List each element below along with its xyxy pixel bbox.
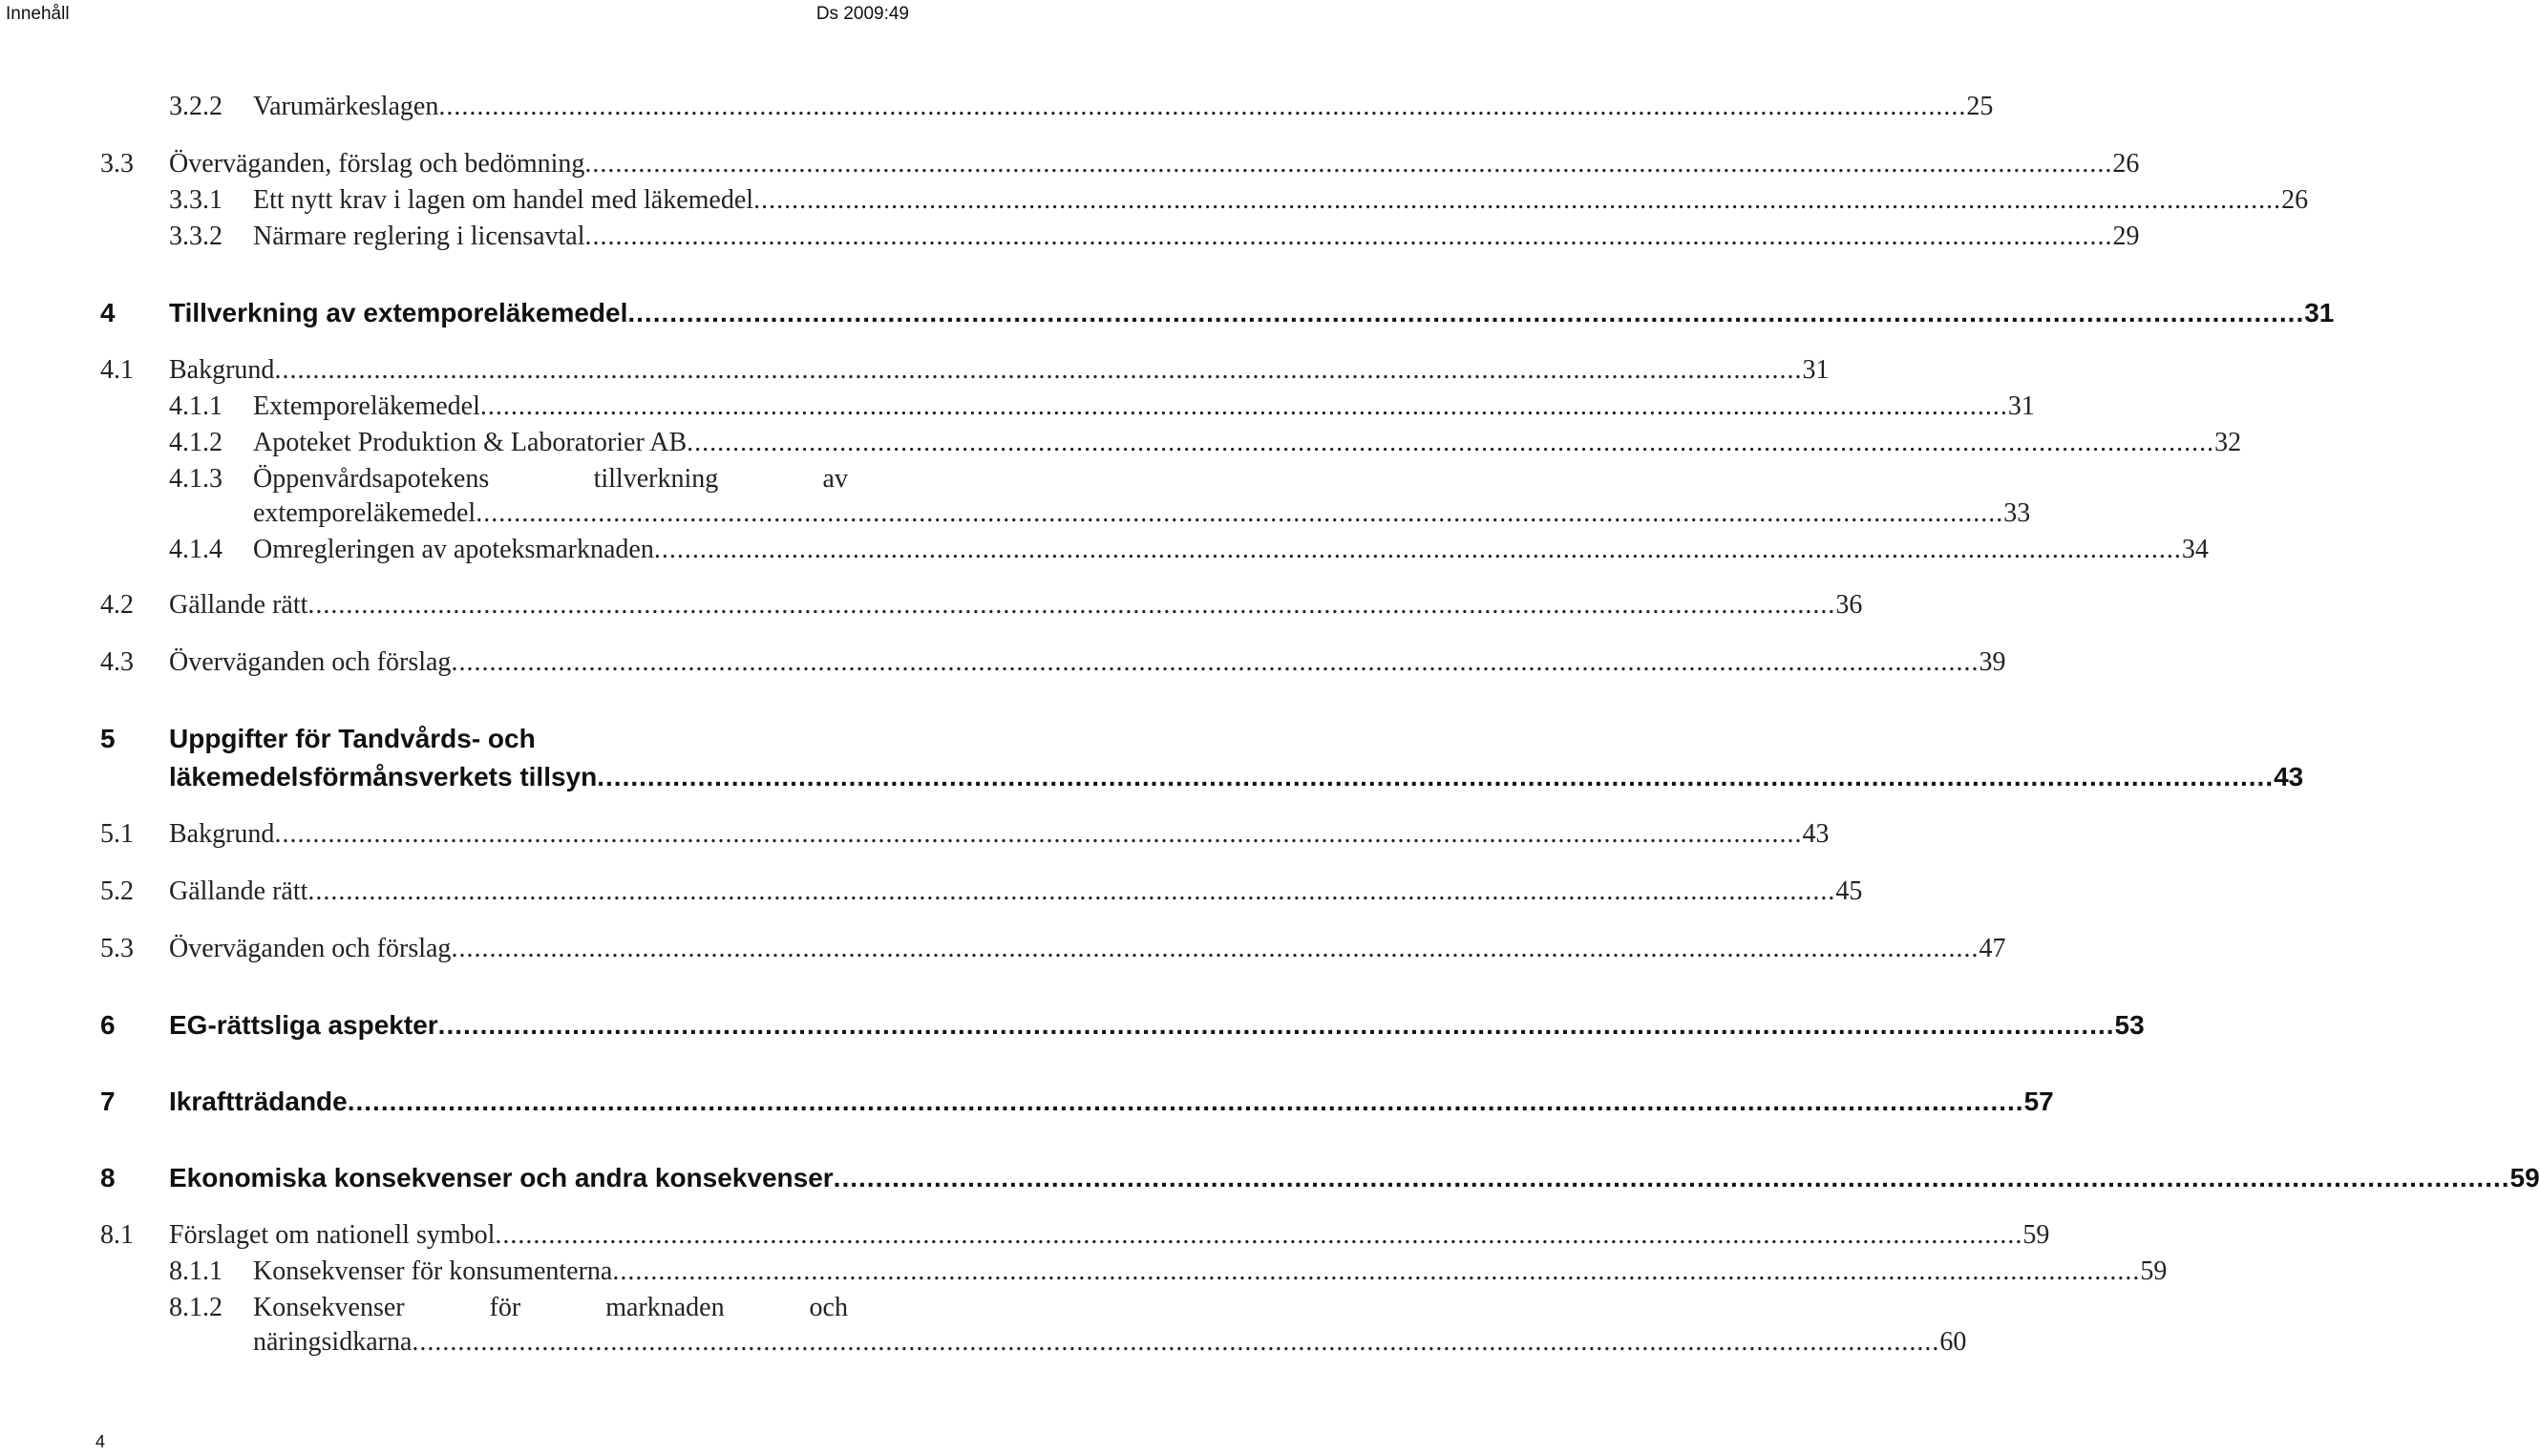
dot-leader: ........................................................................................................................................................................................................: [274, 819, 1803, 849]
toc-entry-page: 53: [2114, 1010, 2145, 1040]
toc-entry-number: 8.1.1: [169, 1256, 222, 1286]
toc-entry-number: 6: [100, 1010, 116, 1040]
toc-entry-page: 34: [2181, 535, 2209, 564]
toc-entry-page: 31: [1802, 355, 1830, 385]
toc-entry-page: 59: [2140, 1256, 2168, 1286]
toc-entry-number: 4.1.1: [169, 391, 222, 421]
toc-entry-title: Varumärkeslagen: [253, 92, 439, 121]
toc-entry-title: Ett nytt krav i lagen om handel med läkemedel: [253, 185, 754, 215]
toc-entry-page: 47: [1979, 934, 2006, 963]
toc-entry-number: 3.3.1: [169, 185, 222, 215]
toc-entry-page: 59: [2509, 1163, 2540, 1192]
toc-entry-title: Överväganden och förslag: [169, 647, 452, 677]
toc-entry-number: 5.2: [100, 876, 134, 906]
toc-entry-number: 8.1: [100, 1220, 134, 1250]
toc-entry-title: Uppgifter för Tandvårds- och: [169, 724, 536, 753]
dot-leader: ........................................................................................................................................................................................................: [479, 391, 2008, 421]
toc-entry-page: 43: [1802, 819, 1830, 849]
toc-entry-page: 43: [2274, 762, 2304, 791]
toc-entry-title-word: marknaden: [605, 1293, 725, 1322]
toc-entry-title: Förslaget om nationell symbol: [169, 1220, 496, 1250]
toc-entry-title: Ikraftträdande: [169, 1087, 348, 1116]
dot-leader: ........................................................................................................................................................................................................: [438, 92, 1967, 121]
toc-entry-number: 4.1.4: [169, 535, 222, 564]
dot-leader: ........................................................................................................................................................................................................: [584, 149, 2113, 179]
dot-leader: ........................................................................................................................................................................................................: [307, 590, 1836, 620]
toc-entry-page: 32: [2214, 428, 2242, 457]
toc-entry-page: 31: [2007, 391, 2035, 421]
toc-entry-page: 59: [2022, 1220, 2050, 1250]
dot-leader: ........................................................................................................................................................................................................: [495, 1220, 2023, 1250]
toc-entry-number: 3.2.2: [169, 92, 222, 121]
toc-entry-title-word: för: [489, 1293, 521, 1322]
toc-entry-title-word: tillverkning: [593, 464, 719, 494]
dot-leader: ........................................................................................................................................................................................................: [307, 876, 1836, 906]
dot-leader: ........................................................................................................................................................................................................: [597, 762, 2275, 791]
toc-entry-number: 4: [100, 298, 116, 327]
toc-entry-number: 3.3.2: [169, 222, 222, 251]
toc-entry-page: 26: [2112, 149, 2140, 179]
toc-entry-number: 3.3: [100, 149, 134, 179]
toc-entry-page: 45: [1835, 876, 1863, 906]
toc-entry-title: Närmare reglering i licensavtal: [253, 222, 585, 251]
toc-entry-number: 4.1.2: [169, 428, 222, 457]
toc-entry-title: Tillverkning av extemporeläkemedel: [169, 298, 628, 327]
toc-entry-title: Bakgrund: [169, 819, 275, 849]
toc-entry-number: 8: [100, 1163, 116, 1192]
toc-entry-page: 29: [2112, 222, 2140, 251]
toc-entry-title-word: Öppenvårdsapotekens: [253, 464, 490, 494]
toc-entry-title-continued: näringsidkarna: [253, 1327, 413, 1357]
dot-leader: ........................................................................................................................................................................................................: [451, 934, 1979, 963]
toc-entry-number: 4.1: [100, 355, 134, 385]
toc-entry-title: Bakgrund: [169, 355, 275, 385]
toc-entry-title: Extemporeläkemedel: [253, 391, 480, 421]
toc-entry-page: 31: [2304, 298, 2335, 327]
toc-entry-number: 4.1.3: [169, 464, 222, 494]
toc-entry-title: Ekonomiska konsekvenser och andra konsekvenser: [169, 1163, 834, 1192]
running-header-document-id: Ds 2009:49: [815, 4, 909, 24]
dot-leader: ........................................................................................................................................................................................................: [451, 647, 1979, 677]
toc-entry-title: Gällande rätt: [169, 876, 308, 906]
toc-entry-number: 7: [100, 1087, 116, 1116]
toc-entry-title: EG-rättsliga aspekter: [169, 1010, 438, 1040]
toc-entry-title: Överväganden, förslag och bedömning: [169, 149, 585, 179]
running-header-section: Innehåll: [6, 4, 70, 24]
toc-entry-page: 26: [2281, 185, 2309, 215]
dot-leader: ........................................................................................................................................................................................................: [437, 1010, 2115, 1040]
toc-entry-number: 5.1: [100, 819, 134, 849]
toc-entry-number: 5: [100, 724, 116, 753]
toc-entry-title: Omregleringen av apoteksmarknaden: [253, 535, 654, 564]
toc-entry-title-word: och: [809, 1293, 848, 1322]
toc-entry-page: 25: [1966, 92, 1994, 121]
dot-leader: ........................................................................................................................................................................................................: [753, 185, 2282, 215]
page-number: 4: [95, 1432, 106, 1451]
toc-entry-title: Apoteket Produktion & Laboratorier AB: [253, 428, 688, 457]
toc-entry-number: 8.1.2: [169, 1293, 222, 1322]
dot-leader: ........................................................................................................................................................................................................: [412, 1327, 1940, 1357]
dot-leader: ........................................................................................................................................................................................................: [833, 1163, 2510, 1192]
toc-entry-number: 4.2: [100, 590, 134, 620]
dot-leader: ........................................................................................................................................................................................................: [687, 428, 2215, 457]
toc-entry-page: 57: [2023, 1087, 2054, 1116]
toc-entry-page: 60: [1939, 1327, 1967, 1357]
toc-entry-page: 39: [1979, 647, 2006, 677]
toc-entry-title-word: av: [822, 464, 848, 494]
toc-entry-title: Överväganden och förslag: [169, 934, 452, 963]
toc-entry-title-continued: extemporeläkemedel: [253, 498, 476, 528]
toc-entry-page: 33: [2003, 498, 2031, 528]
toc-entry-number: 5.3: [100, 934, 134, 963]
dot-leader: ........................................................................................................................................................................................................: [627, 298, 2305, 327]
toc-entry-title: Gällande rätt: [169, 590, 308, 620]
toc-entry-title-word: Konsekvenser: [253, 1293, 405, 1322]
dot-leader: ........................................................................................................................................................................................................: [347, 1087, 2024, 1116]
toc-entry-page: 36: [1835, 590, 1863, 620]
toc-entry-title: Konsekvenser för konsumenterna: [253, 1256, 613, 1286]
dot-leader: ........................................................................................................................................................................................................: [584, 222, 2113, 251]
dot-leader: ........................................................................................................................................................................................................: [476, 498, 2004, 528]
dot-leader: ........................................................................................................................................................................................................: [653, 535, 2182, 564]
toc-entry-title-continued: läkemedelsförmånsverkets tillsyn: [169, 762, 598, 791]
toc-entry-number: 4.3: [100, 647, 134, 677]
dot-leader: ........................................................................................................................................................................................................: [612, 1256, 2141, 1286]
dot-leader: ........................................................................................................................................................................................................: [274, 355, 1803, 385]
